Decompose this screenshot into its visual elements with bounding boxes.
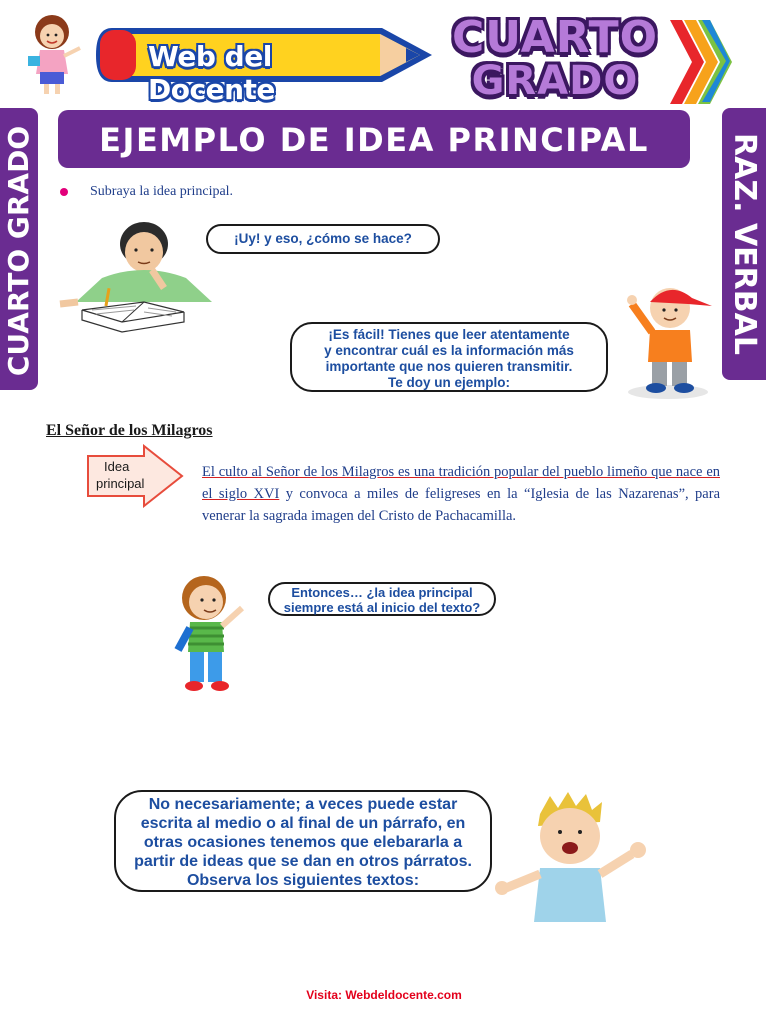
section-title: El Señor de los Milagros (46, 422, 213, 439)
teacher-illustration (22, 12, 86, 98)
grade-title-top: CUARTO (451, 12, 659, 63)
bubble-line: otras ocasiones tenemos que elebararla a (143, 834, 463, 851)
page-title: EJEMPLO DE IDEA PRINCIPAL (99, 121, 649, 159)
bubble-line: ¡Es fácil! Tienes que leer atentamente (328, 327, 570, 342)
idea-principal-label (96, 458, 166, 492)
grade-title-bottom: GRADO (471, 58, 639, 104)
bubble-line: partir de ideas que se dan en otros párratos. (134, 853, 472, 870)
instruction-text: Subraya la idea principal. (90, 184, 234, 199)
bubble-line: importante que nos quieren transmitir. (325, 359, 573, 374)
chevron-arrow-blue-icon (700, 18, 730, 104)
speech-bubble-question-1 (206, 224, 440, 254)
footer-link[interactable]: Visita: Webdeldocente.com (306, 988, 462, 1002)
boy-red-cap-illustration (612, 280, 722, 402)
speech-bubble-question-2 (268, 582, 496, 616)
arrow-label-line: Idea (104, 459, 130, 474)
speech-bubble-answer-1 (290, 322, 608, 392)
bubble-line: Observa los siguientes textos: (186, 872, 420, 889)
bubble-line: Te doy un ejemplo: (387, 375, 510, 390)
bubble-line: siempre está al inicio del texto? (283, 600, 481, 615)
bullet-icon (60, 188, 68, 196)
side-banner-left-text: CUARTO GRADO (2, 125, 35, 377)
student-writing-illustration (52, 218, 228, 336)
paragraph-rest: y convoca a miles de feligreses en la “Iglesia de las Nazarenas”, para venerar la sagrada imagen del Cristo de Pachacamilla. (202, 486, 721, 524)
boy-pointing-illustration (170, 570, 254, 698)
example-paragraph (202, 461, 720, 527)
main-idea-sentence: El culto al Señor de los Milagros es una tradición popular del pueblo limeño que nace en el siglo XVI (202, 464, 720, 502)
bubble-line: escrita al medio o al final de un párrafo, en (140, 815, 466, 832)
arrow-label-line: principal (96, 476, 145, 491)
bubble-line: Entonces… ¿la idea principal (291, 585, 473, 600)
bubble-line: No necesariamente; a veces puede estar (148, 796, 458, 813)
bubble-line: y encontrar cuál es la información más (324, 343, 574, 358)
speech-bubble-answer-2 (114, 790, 492, 892)
logo-text: Web del Docente (148, 40, 275, 106)
bubble-text: ¡Uy! y eso, ¿cómo se hace? (234, 231, 412, 246)
side-banner-right-text: RAZ. VERBAL (727, 133, 762, 355)
blonde-boy-illustration (492, 792, 660, 932)
